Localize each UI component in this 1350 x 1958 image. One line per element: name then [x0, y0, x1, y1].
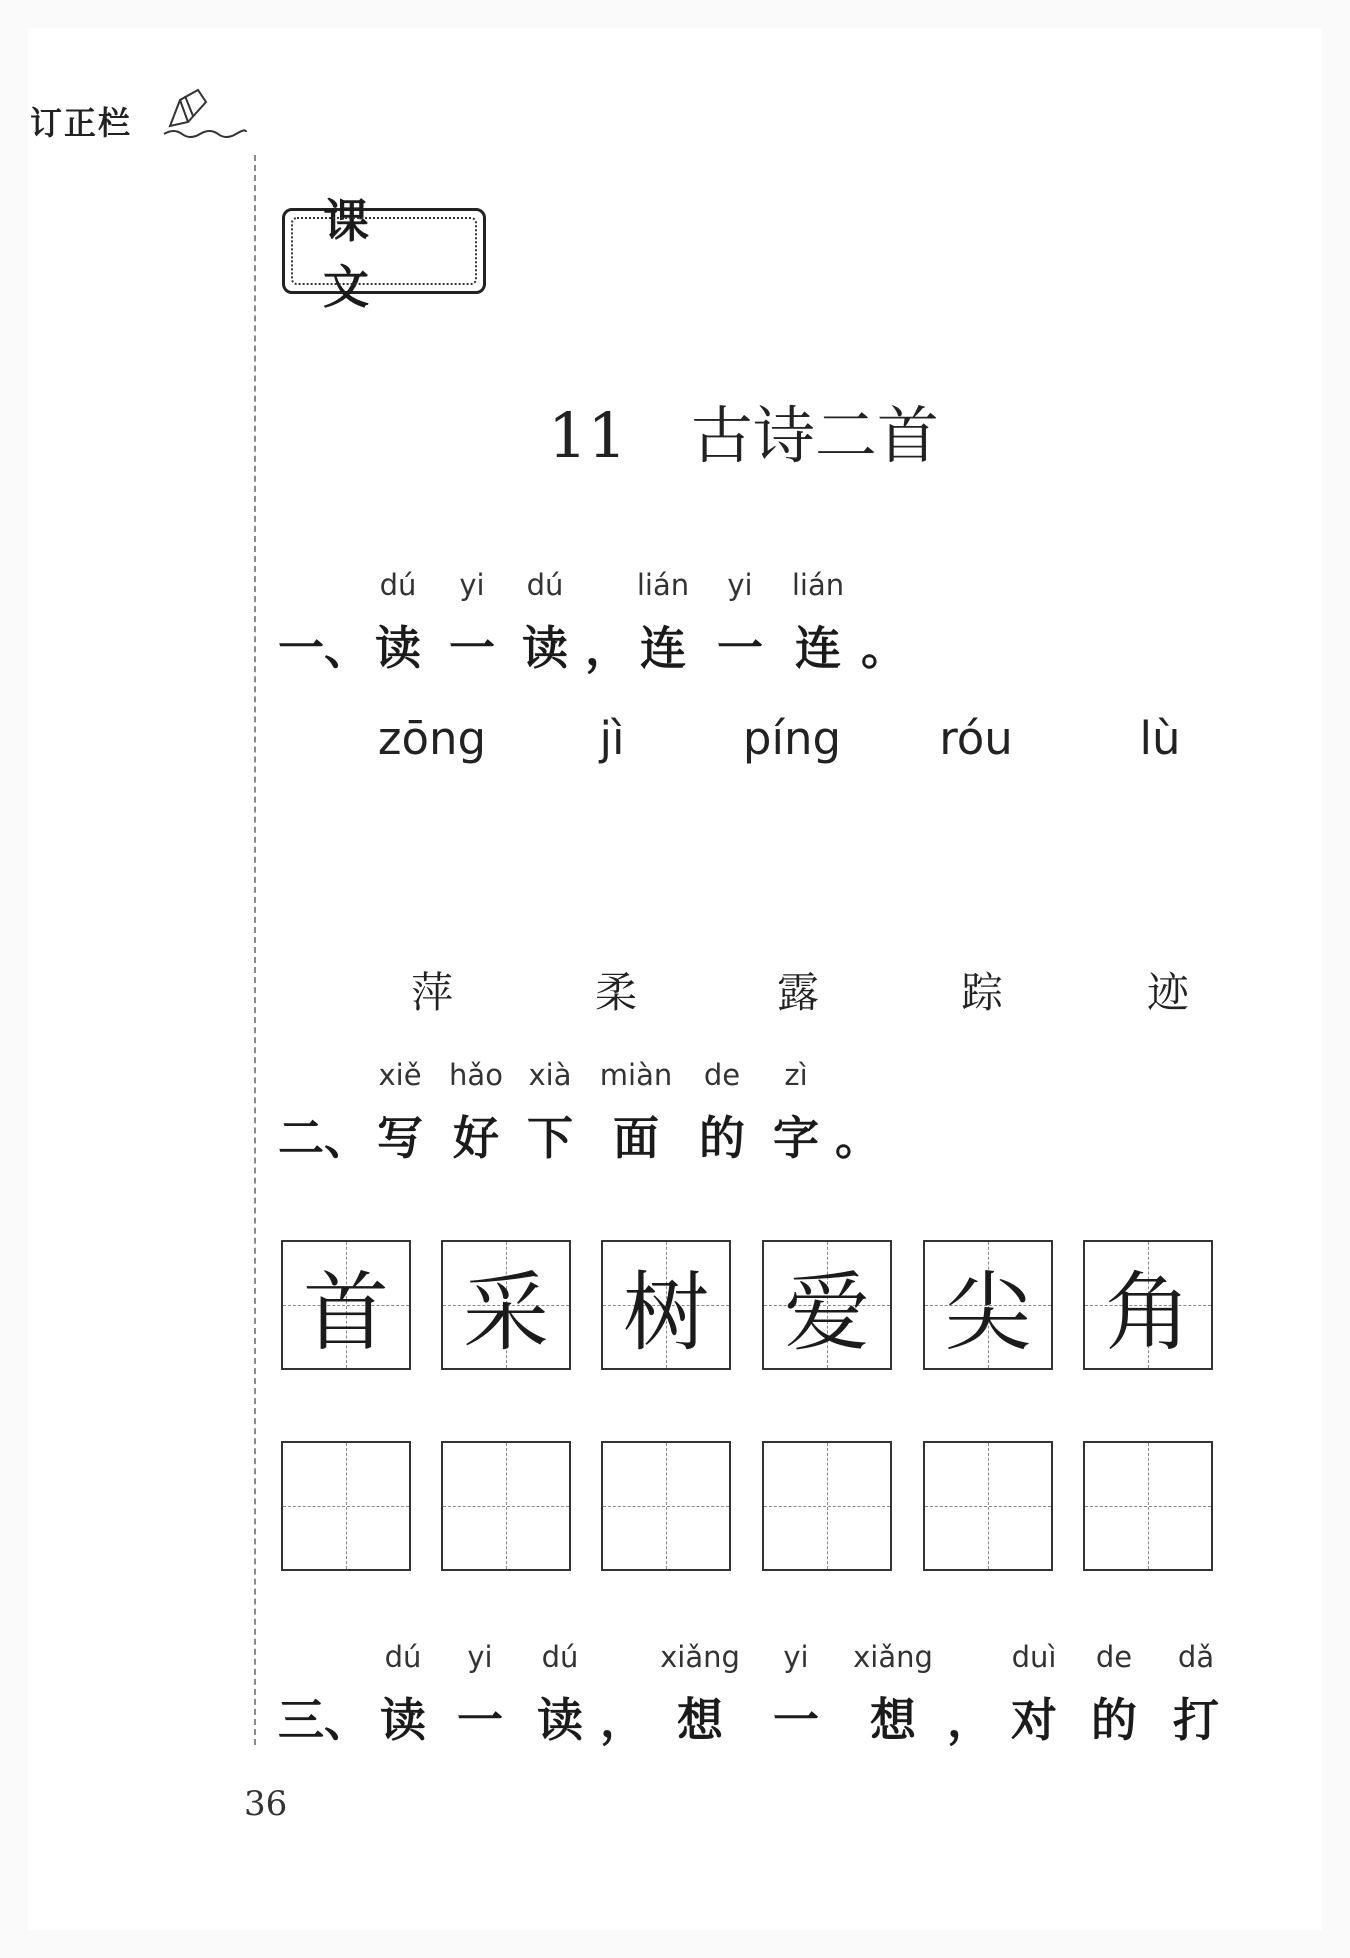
pinyin-text: hǎo — [449, 1058, 503, 1092]
practice-box[interactable] — [762, 1441, 892, 1571]
character-text: 连 — [640, 621, 686, 675]
character-text: 一 — [773, 1693, 819, 1747]
model-character-box — [281, 1240, 411, 1370]
character-text: 面 — [613, 1111, 659, 1165]
character-text: 连 — [795, 621, 841, 675]
character-option[interactable]: 柔 — [594, 968, 637, 1017]
character-text: 一 — [717, 621, 763, 675]
pinyin-option[interactable]: róu — [939, 712, 1013, 765]
character-text: 想 — [677, 1693, 723, 1747]
character-text: 。 — [835, 1111, 881, 1165]
pinyin-character-pair — [510, 1058, 590, 1168]
pinyin-text: lián — [791, 568, 845, 602]
pinyin-option[interactable]: zōng — [377, 712, 487, 765]
pinyin-text: dú — [526, 568, 564, 602]
character-text: 写 — [377, 1111, 423, 1165]
character-text: 的 — [699, 1111, 745, 1165]
practice-box[interactable] — [601, 1441, 731, 1571]
pinyin-text — [844, 568, 924, 612]
practice-box[interactable] — [923, 1441, 1053, 1571]
character-text: 。 — [861, 621, 907, 675]
pinyin-character-pair — [682, 1058, 762, 1168]
lesson-title — [548, 386, 939, 475]
pinyin-text: dú — [541, 1640, 579, 1674]
character-text: 字 — [773, 1111, 819, 1165]
character-text: 读 — [537, 1693, 583, 1747]
model-character: 首 — [303, 1263, 389, 1363]
pinyin-character-pair — [436, 1058, 516, 1168]
pinyin-text: xiǎng — [853, 1640, 933, 1674]
character-text: 读 — [380, 1693, 426, 1747]
correction-column-divider — [254, 155, 256, 1745]
pinyin-character-pair — [844, 568, 924, 678]
pinyin-character-pair — [756, 1640, 836, 1750]
pinyin-character-pair — [1074, 1640, 1154, 1750]
model-character-box — [762, 1240, 892, 1370]
practice-box[interactable] — [441, 1441, 571, 1571]
pinyin-character-pair — [994, 1640, 1074, 1750]
model-character-box — [601, 1240, 731, 1370]
pinyin-character-pair — [363, 1640, 443, 1750]
question-number-text: 一、 — [278, 621, 370, 675]
model-character-box — [441, 1240, 571, 1370]
pinyin-text: xiǎng — [660, 1640, 740, 1674]
model-character: 树 — [623, 1263, 709, 1363]
character-text: 一 — [457, 1693, 503, 1747]
pinyin-text: miàn — [599, 1058, 673, 1092]
pinyin-text — [818, 1058, 898, 1102]
lesson-name: 古诗二首 — [690, 399, 939, 472]
character-text: 好 — [453, 1111, 499, 1165]
page-number: 36 — [244, 1784, 288, 1824]
pinyin-character-pair — [358, 568, 438, 678]
character-text: 对 — [1011, 1693, 1057, 1747]
character-text: 一 — [449, 621, 495, 675]
pinyin-text: lián — [636, 568, 690, 602]
section-badge: 课文 — [282, 208, 486, 294]
pinyin-option[interactable]: jì — [599, 712, 625, 765]
pinyin-text: duì — [1011, 1640, 1057, 1674]
practice-box[interactable] — [1083, 1441, 1213, 1571]
pinyin-text: yi — [783, 1640, 809, 1674]
model-character: 爱 — [784, 1263, 870, 1363]
correction-column-label: 订正栏 — [30, 104, 133, 142]
lesson-number: 11 — [548, 399, 627, 472]
character-text: 读 — [522, 621, 568, 675]
question-number — [278, 1102, 370, 1168]
character-option[interactable]: 露 — [776, 968, 819, 1017]
practice-box[interactable] — [281, 1441, 411, 1571]
pencil-icon — [158, 82, 248, 142]
pinyin-character-pair — [623, 568, 703, 678]
character-text: ， — [585, 621, 631, 675]
model-character: 尖 — [945, 1263, 1031, 1363]
pinyin-text: yi — [459, 568, 485, 602]
pinyin-text: xià — [528, 1058, 572, 1092]
pinyin-character-pair — [596, 1058, 676, 1168]
character-text: ， — [600, 1693, 646, 1747]
pinyin-character-pair — [583, 1640, 663, 1750]
pinyin-character-pair — [660, 1640, 740, 1750]
pinyin-text: xiě — [378, 1058, 422, 1092]
pinyin-text: yi — [727, 568, 753, 602]
character-option[interactable]: 萍 — [410, 968, 453, 1017]
pinyin-character-pair — [360, 1058, 440, 1168]
model-character-box — [923, 1240, 1053, 1370]
character-option[interactable]: 踪 — [960, 968, 1003, 1017]
pinyin-character-pair — [440, 1640, 520, 1750]
pinyin-text: de — [703, 1058, 741, 1092]
character-text: ， — [947, 1693, 993, 1747]
pinyin-character-pair — [1156, 1640, 1236, 1750]
question-number — [278, 612, 370, 678]
question-number — [278, 1684, 370, 1750]
pinyin-text: dú — [379, 568, 417, 602]
character-text: 的 — [1091, 1693, 1137, 1747]
model-character: 采 — [463, 1263, 549, 1363]
pinyin-text: dú — [384, 1640, 422, 1674]
pinyin-character-pair — [818, 1058, 898, 1168]
pinyin-option[interactable]: píng — [742, 712, 842, 765]
pinyin-text: zì — [784, 1058, 808, 1092]
character-option[interactable]: 迹 — [1146, 968, 1189, 1017]
pinyin-text: dǎ — [1177, 1640, 1215, 1674]
character-text: 读 — [375, 621, 421, 675]
pinyin-text — [583, 1640, 663, 1684]
pinyin-character-pair — [853, 1640, 933, 1750]
question-number-text: 二、 — [278, 1111, 370, 1165]
character-text: 想 — [870, 1693, 916, 1747]
pinyin-text: yi — [467, 1640, 493, 1674]
character-text: 打 — [1173, 1693, 1219, 1747]
model-character-box — [1083, 1240, 1213, 1370]
pinyin-character-pair — [432, 568, 512, 678]
model-character: 角 — [1105, 1263, 1191, 1363]
pinyin-text: de — [1095, 1640, 1133, 1674]
pinyin-character-pair — [700, 568, 780, 678]
question-number-text: 三、 — [278, 1693, 370, 1747]
character-text: 下 — [527, 1111, 573, 1165]
pinyin-option[interactable]: lù — [1139, 712, 1181, 765]
